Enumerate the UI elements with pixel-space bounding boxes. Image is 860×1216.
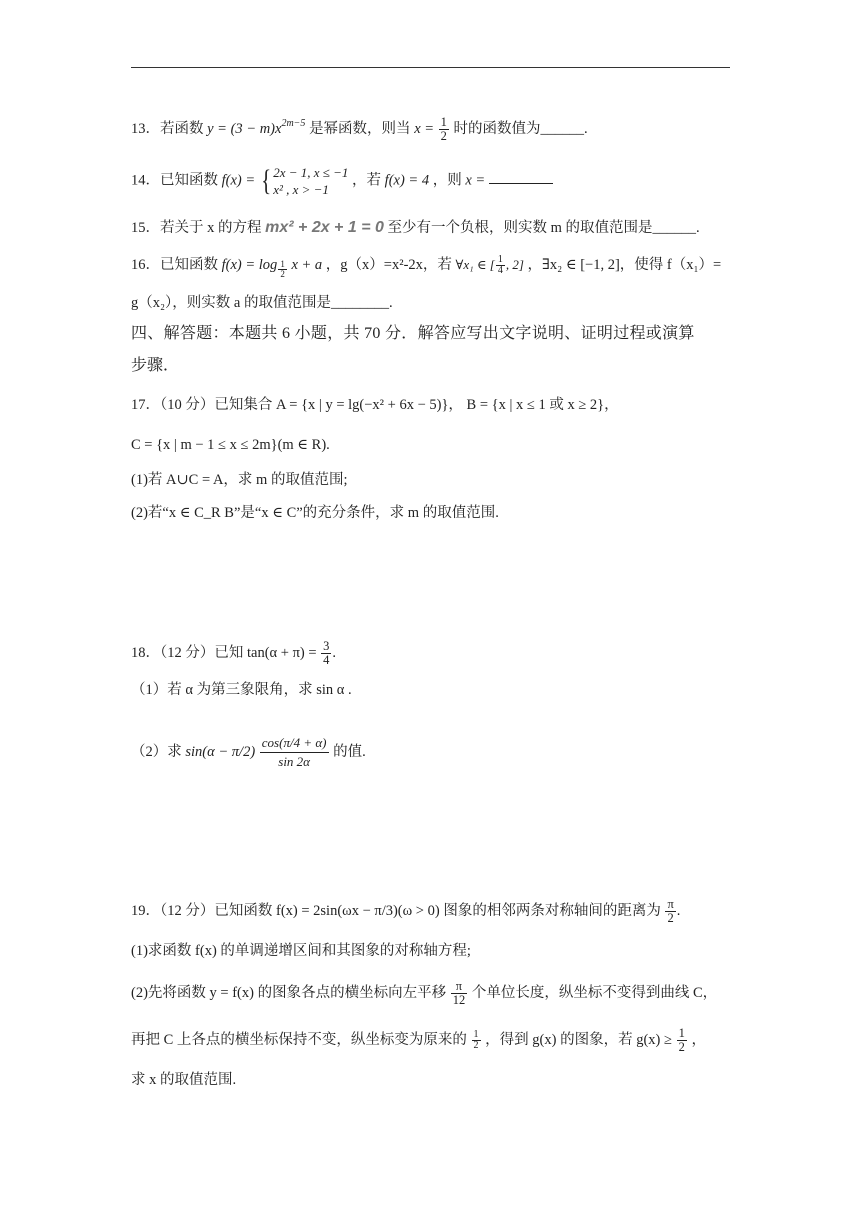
q14-prefix: 14．已知函数 [131,172,218,189]
q13-x-eq: x = [414,121,435,137]
question-13 [131,114,731,143]
question-14 [131,164,731,198]
q13-fraction: $\frac{1}{2}$ [440,115,447,144]
question-17-line-2: C = {x | m − 1 ≤ x ≤ 2m}(m ∈ R). [131,437,330,453]
question-16-line-1 [131,255,731,279]
q16-f-def: f(x) = log [221,257,278,273]
q16-forall: ∀x₁ ∈ [ [455,257,495,272]
q19-line1-text: 19．（12 分）已知函数 f(x) = 2sin(ωx − π/3)(ω > 0) 图象的相邻两条对称轴间的距离为 [131,902,661,919]
question-15 [131,218,731,238]
question-18-line-1: 18．（12 分）已知 tan(α + π) = $\frac{3}{4}$ . [131,639,337,667]
q14-condition: f(x) = 4 [384,172,430,189]
question-17-line-1: 17．（10 分）已知集合 A = {x | y = lg(−x² + 6x − 5)}， B = {x | x ≤ 1 或 x ≥ 2}， [131,397,619,413]
q13-suffix: 时的函数值为______. [453,121,588,137]
q18-prefix: 18．（12 分）已知 tan(α + π) = [131,644,317,661]
q14-tail: ，则 [432,172,462,189]
question-19-line-5: 求 x 的取值范围. [131,1072,237,1088]
q18-part2-suffix: 的值. [333,743,366,760]
q16-exists: ，∃x₂ ∈ [−1, 2]，使得 f（x₁）= [527,257,722,273]
q14-answer-blank [489,169,553,184]
q19-part2-suffix: 个单位长度，纵坐标不变得到曲线 C， [471,984,718,1001]
question-18-part-2 [131,734,731,771]
header-rule [131,67,730,68]
q14-cases: 2x − 1, x ≤ −1 x² , x > −1 [273,165,349,197]
question-19-part-2 [131,980,731,1007]
question-19-part-1: (1)求函数 f(x) 的单调递增区间和其图象的对称轴方程; [131,943,471,959]
section-heading-line-2: 步骤． [131,357,180,374]
q14-brace: { [260,164,272,197]
q18-fraction: $\frac{3}{4}$ [323,639,330,667]
q16-forall-tail: , 2] [505,257,524,272]
q18-part2-fraction: $\frac{\cos(\pi/4 + \alpha)}{\sin 2\alpha}$ [261,735,327,769]
q19-line4-fraction-2: $\frac{1}{2}$ [678,1026,685,1054]
question-16-line-2: g（x₂），则实数 a 的取值范围是________. [131,295,393,311]
q15-suffix: 至少有一个负根，则实数 m 的取值范围是______. [387,220,700,236]
q19-line4-suffix: ， [691,1031,706,1048]
question-19-line-1: 19．（12 分）已知函数 f(x) = 2sin(ωx − π/3)(ω > 0) 图象的相邻两条对称轴间的距离为 $\frac{\pi}{2}$ . [131,897,681,925]
q18-part2-prefix: （2）求 [131,743,182,760]
question-17-part-2: (2)若“x ∈ C_R B”是“x ∈ C”的充分条件，求 m 的取值范围. [131,505,499,521]
question-17-part-1: (1)若 A∪C = A，求 m 的取值范围; [131,472,348,488]
q18-part2-expr: sin(α − π/2) [185,743,256,760]
q13-exponent: 2m−5 [281,118,306,129]
q19-line4-mid: ，得到 g(x) 的图象，若 g(x) ≥ [485,1031,672,1048]
q16-fraction: $\frac{1}{4}$ [497,254,503,277]
question-18-part-1: （1）若 α 为第三象限角，求 sin α . [131,682,352,698]
q15-prefix: 15．若关于 x 的方程 [131,220,262,236]
q19-line1-fraction: $\frac{\pi}{2}$ [667,897,674,925]
q19-line4-prefix: 再把 C 上各点的横坐标保持不变，纵坐标变为原来的 [131,1031,467,1048]
q16-prefix: 16．已知函数 [131,257,218,273]
q15-equation: mx² + 2x + 1 = 0 [265,219,384,236]
section-heading-line-1: 四、解答题：本题共 6 小题，共 70 分．解答应写出文字说明、证明过程或演算 [131,325,695,342]
q19-line4-fraction: $\frac{1}{2}$ [473,1029,479,1051]
q13-prefix: 13．若函数 [131,121,204,137]
q16-log-base: $\frac{1}{2}$ [280,259,285,279]
q14-ask: x = [465,172,486,189]
q14-mid: ，若 [352,172,382,189]
q13-func: y = (3 − m)x [207,121,282,137]
q16-mid: ，g（x）=x²-2x，若 [325,257,452,273]
q13-mid: 是幂函数，则当 [309,121,411,137]
q14-func: f(x) = [221,172,256,189]
question-19-line-4 [131,1027,731,1054]
q16-f-tail: x + a [291,257,323,273]
q19-part2-prefix: (2)先将函数 y = f(x) 的图象各点的横坐标向左平移 [131,984,447,1001]
q19-part2-fraction: $\frac{\pi}{12}$ [452,979,466,1007]
